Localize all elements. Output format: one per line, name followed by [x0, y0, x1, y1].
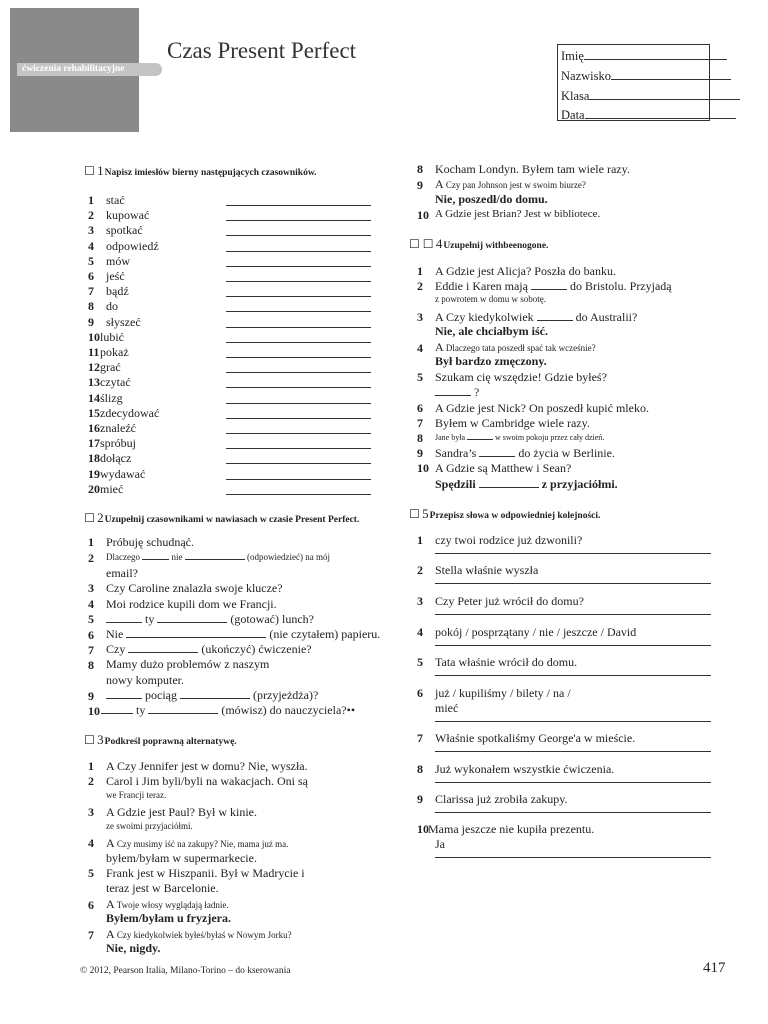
item-number: 2: [88, 208, 94, 223]
sentence-text: Mama jeszcze nie kupiła prezentu.: [428, 822, 595, 836]
verb-label: mieć: [100, 481, 124, 496]
answer-blank[interactable]: [479, 446, 515, 457]
answer-line[interactable]: [226, 372, 371, 373]
sentence-text: mieć: [435, 701, 459, 715]
answer-line[interactable]: [226, 266, 371, 267]
item-number: 11: [88, 345, 100, 359]
answer-line[interactable]: [435, 553, 711, 554]
sentence-text: Czy Peter już wrócił do domu?: [435, 594, 584, 608]
verb-label: słyszeć: [106, 314, 141, 329]
copyright: © 2012, Pearson Italia, Milano-Torino – do kserowania: [80, 966, 291, 976]
answer-line[interactable]: [226, 463, 371, 464]
answer-line[interactable]: [435, 583, 711, 584]
item-number: 4: [88, 238, 94, 253]
verb-label: do: [106, 299, 118, 314]
checkbox-icon: ☐: [84, 511, 95, 525]
item-number: 6: [88, 269, 94, 283]
answer-blank[interactable]: [531, 279, 567, 290]
ex1-heading: ☐ 1Napisz imiesłów bierny następujących czasowników.: [84, 163, 317, 178]
item-number: 1: [88, 193, 94, 207]
verb-label: kupować: [106, 208, 150, 223]
section-tag: ćwiczenia rehabilitacyjne: [17, 63, 162, 76]
sentence-text: czy twoi rodzice już dzwonili?: [435, 533, 583, 547]
item-number: 2: [417, 563, 423, 577]
item-number: 7: [88, 284, 94, 299]
answer-line[interactable]: [435, 751, 711, 752]
item-number: 18: [88, 451, 100, 466]
checkbox-icon: ☐: [84, 164, 95, 178]
verb-label: mów: [106, 253, 130, 268]
verb-label: wydawać: [100, 466, 146, 481]
verb-label: pokaż: [100, 345, 129, 359]
answer-line[interactable]: [435, 812, 711, 813]
ex5-heading: ☐ 5Przepisz słowa w odpowiedniej kolejności.: [409, 506, 601, 521]
sentence-text: Ja: [435, 837, 445, 851]
item-number: 20: [88, 481, 100, 496]
item-number: 10: [88, 329, 100, 344]
answer-line[interactable]: [226, 251, 371, 252]
answer-blank[interactable]: [537, 310, 573, 321]
item-number: 15: [88, 405, 100, 420]
item-number: 3: [417, 594, 423, 608]
answer-blank[interactable]: [126, 627, 266, 638]
date-field[interactable]: Data: [561, 107, 736, 122]
answer-blank[interactable]: [148, 703, 218, 714]
verb-label: spotkać: [106, 223, 143, 238]
page-number: 417: [703, 960, 726, 976]
class-field[interactable]: Klasa: [561, 88, 740, 103]
answer-line[interactable]: [435, 675, 711, 676]
page-title: Czas Present Perfect: [167, 38, 357, 63]
answer-blank[interactable]: [180, 688, 250, 699]
verb-label: ślizg: [100, 390, 123, 405]
surname-field[interactable]: Nazwisko: [561, 68, 731, 83]
answer-blank[interactable]: [128, 642, 198, 653]
answer-line[interactable]: [226, 281, 371, 282]
answer-line[interactable]: [435, 645, 711, 646]
item-number: 16: [88, 421, 100, 435]
item-number: 1: [417, 533, 423, 547]
item-number: 9: [417, 792, 423, 806]
item-number: 14: [88, 390, 100, 405]
answer-line[interactable]: [226, 357, 371, 358]
answer-line[interactable]: [226, 494, 371, 495]
answer-line[interactable]: [226, 205, 371, 206]
answer-blank[interactable]: [479, 477, 539, 488]
answer-line[interactable]: [226, 387, 371, 388]
answer-blank[interactable]: [106, 612, 142, 623]
sentence-text: już / kupiliśmy / bilety / na /: [435, 686, 571, 700]
sentence-text: pokój / posprzątany / nie / jeszcze / David: [435, 625, 637, 639]
answer-line[interactable]: [435, 614, 711, 615]
answer-line[interactable]: [226, 433, 371, 434]
item-number: 17: [88, 436, 100, 451]
item-number: 5: [88, 253, 94, 268]
answer-line[interactable]: [226, 220, 371, 221]
item-number: 6: [417, 686, 423, 700]
ex2-heading: ☐ 2Uzupełnij czasownikami w nawiasach w czasie Present Perfect.: [84, 510, 360, 525]
verb-label: stać: [106, 193, 125, 207]
answer-line[interactable]: [226, 403, 371, 404]
verb-label: czytać: [100, 375, 131, 390]
item-number: 8: [88, 299, 94, 314]
answer-blank[interactable]: [467, 431, 493, 440]
item-number: 3: [88, 223, 94, 238]
item-number: 9: [88, 314, 94, 329]
item-number: 12: [88, 360, 100, 375]
sentence-text: Stella właśnie wyszła: [435, 563, 539, 577]
item-number: 13: [88, 375, 100, 390]
answer-line[interactable]: [226, 235, 371, 236]
item-number: 5: [417, 655, 423, 669]
answer-blank[interactable]: [106, 688, 142, 699]
answer-line[interactable]: [226, 479, 371, 480]
ex2-line: Dlaczego nie (odpowiedzieć) na mój: [106, 549, 330, 563]
answer-line[interactable]: [435, 721, 711, 722]
answer-line[interactable]: [226, 311, 371, 312]
verb-label: dołącz: [100, 451, 132, 466]
checkbox-icon: ☐: [84, 733, 95, 747]
verb-label: lubić: [100, 329, 124, 344]
item-number: 19: [88, 466, 100, 481]
verb-label: zdecydować: [100, 405, 160, 420]
answer-blank[interactable]: [157, 612, 227, 623]
answer-line[interactable]: [435, 782, 711, 783]
answer-blank[interactable]: [185, 549, 245, 560]
answer-blank[interactable]: [101, 703, 133, 714]
answer-line[interactable]: [226, 296, 371, 297]
sentence-text: Tata właśnie wrócił do domu.: [435, 655, 578, 669]
item-number: 10: [417, 822, 429, 836]
verb-label: bądź: [106, 284, 129, 299]
answer-line[interactable]: [226, 448, 371, 449]
ex2-line: Próbuję schudnąć.: [106, 535, 194, 549]
answer-line[interactable]: [435, 857, 711, 858]
verb-label: spróbuj: [100, 436, 136, 451]
answer-blank[interactable]: [142, 549, 169, 560]
checkbox-icon: ☐ ☐: [409, 237, 434, 251]
sentence-text: Clarissa już zrobiła zakupy.: [435, 792, 568, 806]
item-number: 7: [417, 731, 423, 745]
answer-line[interactable]: [226, 327, 371, 328]
item-number: 8: [417, 762, 423, 776]
answer-line[interactable]: [226, 342, 371, 343]
checkbox-icon: ☐: [409, 507, 420, 521]
answer-line[interactable]: [226, 418, 371, 419]
verb-label: jeść: [106, 269, 125, 283]
name-field[interactable]: Imię: [561, 48, 727, 63]
item-number: 4: [417, 625, 423, 639]
sentence-text: Właśnie spotkaliśmy George'a w mieście.: [435, 731, 636, 745]
verb-label: grać: [100, 360, 121, 375]
ex4-heading: ☐ ☐ 4Uzupełnij withbeenogone.: [409, 236, 549, 251]
verb-label: odpowiedź: [106, 238, 159, 253]
sentence-text: Już wykonałem wszystkie ćwiczenia.: [435, 762, 615, 776]
verb-label: znaleźć: [100, 421, 136, 435]
ex3-heading: ☐ 3Podkreśl poprawną alternatywę.: [84, 732, 237, 747]
answer-blank[interactable]: [435, 385, 471, 396]
